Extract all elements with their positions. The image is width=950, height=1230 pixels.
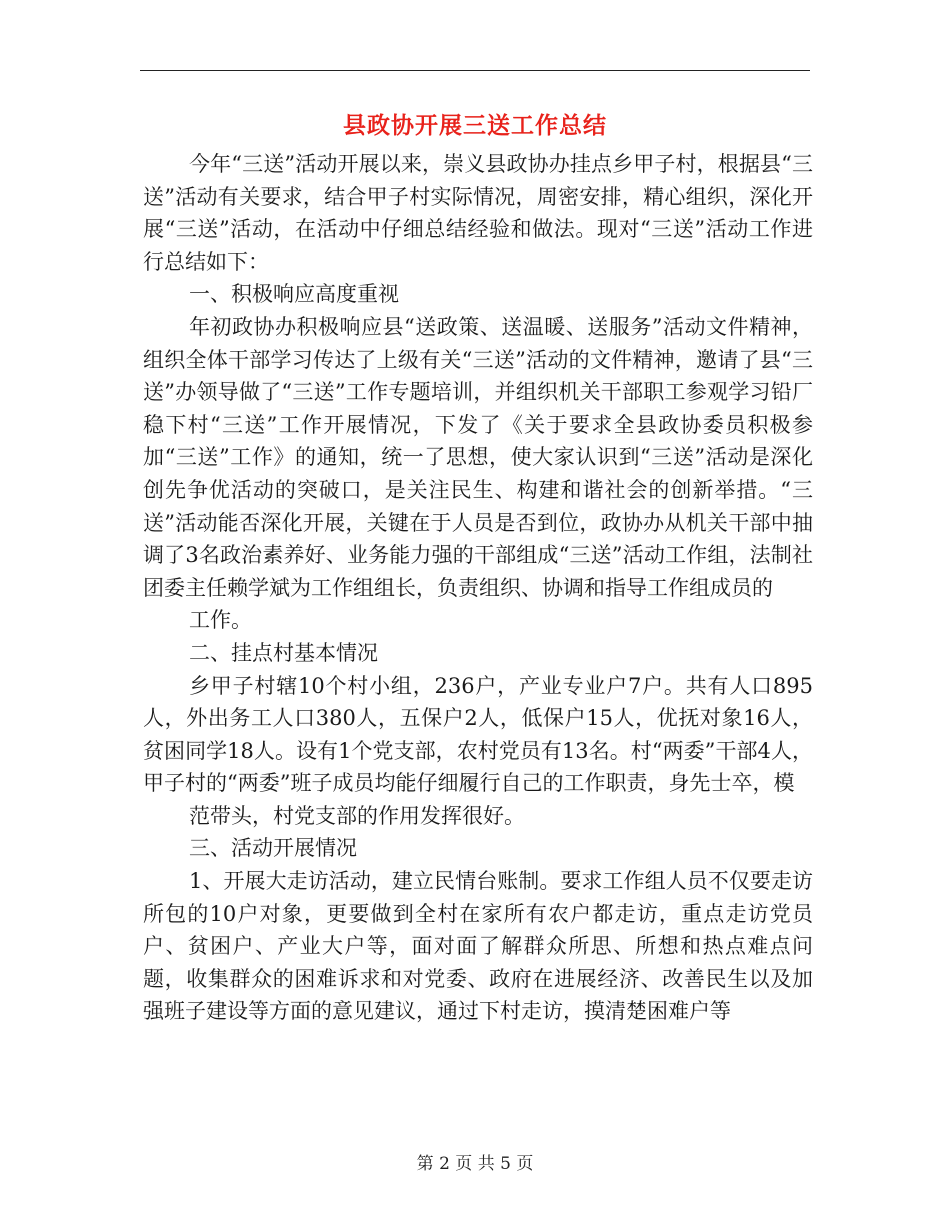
section-heading-1: 一、积极响应高度重视	[189, 282, 399, 307]
paragraph-section-2: 乡甲子村辖10个村小组，236户，产业专业户7户。共有人口895人，外出务工人口380人，五保户2人，低保户15人，优抚对象16人，贫困同学18人。设有1个党支部，农村党员有13名。村“两委”干部4人，甲子村的“两委”班子成员均能仔细履行自己的工作职责，身先士卒，模	[143, 673, 813, 796]
paragraph-section-1: 年初政协办积极响应县“送政策、送温暖、送服务”活动文件精神，组织全体干部学习传达了上级有关“三送”活动的文件精神，邀请了县“三送”办领导做了“三送”工作专题培训，并组织机关干部职工参观学习铅厂稳下村“三送”工作开展情况，下发了《关于要求全县政协委员积极参加“三送”工作》的通知，统一了思想，使大家认识到“三送”活动是深化创先争优活动的突破口，是关注民生、构建和谐社会的创新举措。“三送”活动能否深化开展，关键在于人员是否到位，政协办从机关干部中抽调了3名政治素养好、业务能力强的干部组成“三送”活动工作组，法制社团委主任赖学斌为工作组组长，负责组织、协调和指导工作组成员的	[143, 314, 813, 600]
header-rule	[140, 70, 810, 71]
document-body	[143, 148, 813, 1028]
paragraph-section-2-end: 范带头，村党支部的作用发挥很好。	[189, 803, 525, 828]
paragraph-intro: 今年“三送”活动开展以来，崇义县政协办挂点乡甲子村，根据县“三送”活动有关要求，结合甲子村实际情况，周密安排，精心组织，深化开展“三送”活动，在活动中仔细总结经验和做法。现对“三送”活动工作进行总结如下：	[143, 152, 813, 274]
page-number-footer: 第 2 页 共 5 页	[416, 1154, 534, 1174]
paragraph-section-1-end: 工作。	[189, 608, 252, 633]
paragraph-section-3-item-1: 1、开展大走访活动，建立民情台账制。要求工作组人员不仅要走访所包的10户对象，更要做到全村在家所有农户都走访，重点走访党员户、贫困户、产业大户等，面对面了解群众所思、所想和热点难点问题，收集群众的困难诉求和对党委、政府在进展经济、改善民生以及加强班子建设等方面的意见建议，通过下村走访，摸清楚困难户等	[143, 869, 813, 1024]
section-heading-3: 三、活动开展情况	[189, 836, 357, 861]
section-heading-2: 二、挂点村基本情况	[189, 640, 378, 665]
document-title: 县政协开展三送工作总结	[343, 112, 607, 139]
